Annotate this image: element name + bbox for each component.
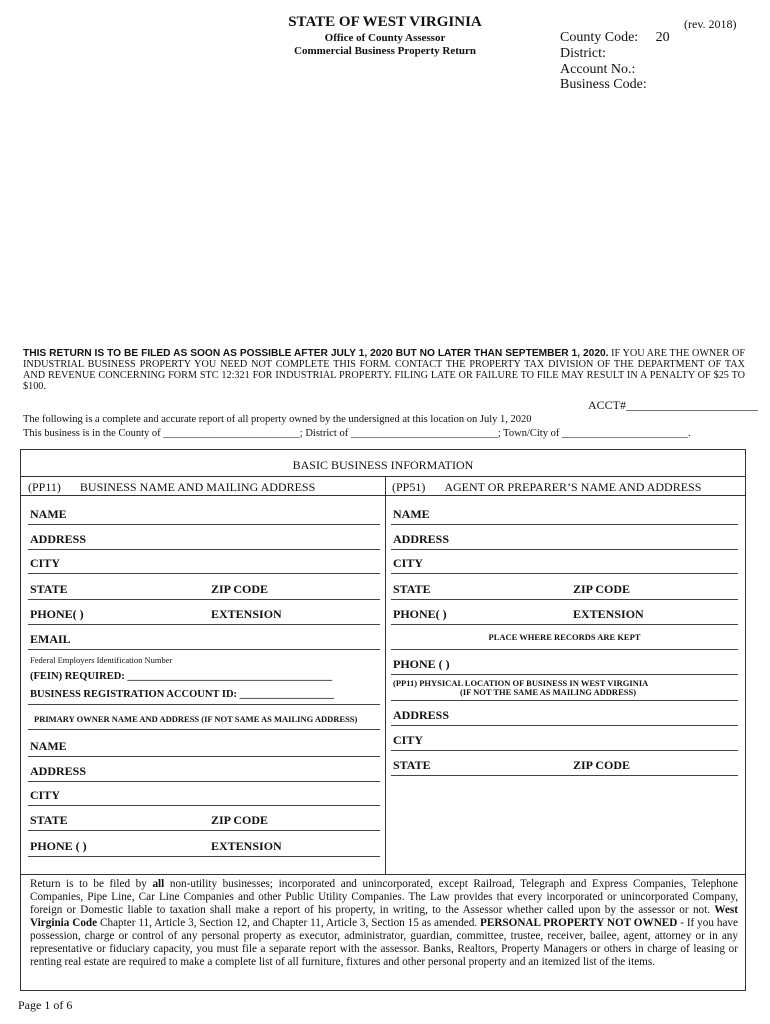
- agent-name-label: NAME: [393, 507, 430, 521]
- legal-text-part: - If you have possession, charge or control of any personal property as executor, administrator, guardian, committee, trustee, receiver, bailee, agent, attorney or in any representative or fiduciary capacity, you must file a separate report with the assessor. Banks, Realtors, Property Managers or others in charge of leasing or renting real estate are required to make a complete list of all furniture, fixtures and other personal property and an itemized list of the items.: [30, 917, 738, 968]
- owner-phone-field[interactable]: [28, 856, 380, 857]
- owner-phone-label: PHONE ( ): [30, 839, 87, 853]
- agent-address-label: ADDRESS: [393, 532, 450, 546]
- divider: [20, 476, 746, 477]
- records-phone-label: PHONE ( ): [393, 657, 450, 671]
- divider: [20, 874, 746, 875]
- right-section-heading: [392, 480, 701, 495]
- divider: [28, 729, 380, 730]
- agent-city-field[interactable]: [391, 573, 738, 574]
- business-phone-label: PHONE( ): [30, 607, 84, 621]
- physical-city-label: CITY: [393, 733, 424, 747]
- return-name: Commercial Business Property Return: [294, 45, 476, 57]
- agent-phone-label: PHONE( ): [393, 607, 447, 621]
- business-extension-label: EXTENSION: [211, 607, 282, 621]
- business-city-field[interactable]: [28, 573, 380, 574]
- notice-body: IF YOU ARE THE OWNER OF INDUSTRIAL BUSINESS PROPERTY YOU NEED NOT COMPLETE THIS FORM. CONTACT THE PROPERTY TAX DIVISION OF THE DEPARTMENT OF TAX AND REVENUE CONCERNING FORM STC 12:321 FOR INDUSTRIAL PROPERTY. FILING LATE OR FAILURE TO FILE MAY RESULT IN A PENALTY OF $25 TO $100.: [23, 348, 745, 392]
- agent-extension-label: EXTENSION: [573, 607, 644, 621]
- physical-state-label: STATE: [393, 758, 431, 772]
- owner-address-label: ADDRESS: [30, 764, 87, 778]
- statement-line: The following is a complete and accurate report of all property owned by the undersigned at this location on July 1, 2020: [23, 414, 532, 425]
- owner-state-zip-field[interactable]: [28, 830, 380, 831]
- divider: [391, 700, 738, 701]
- acct-number-field[interactable]: ACCT#______________________: [588, 398, 759, 412]
- business-registration-field[interactable]: BUSINESS REGISTRATION ACCOUNT ID: __________________: [30, 689, 335, 700]
- physical-location-subheading: (IF NOT THE SAME AS MAILING ADDRESS): [460, 687, 637, 697]
- business-city-label: CITY: [30, 556, 61, 570]
- physical-city-field[interactable]: [391, 750, 738, 751]
- fein-caption: Federal Employers Identification Number: [30, 655, 173, 665]
- owner-name-field[interactable]: [28, 756, 380, 757]
- district-label: District:: [560, 46, 606, 61]
- agent-name-field[interactable]: [391, 524, 738, 525]
- legal-text-part: Chapter 11, Article 3, Section 12, and Chapter 11, Article 3, Section 15 as amended.: [97, 917, 481, 929]
- county-code-value: 20: [655, 30, 670, 45]
- account-label: Account No.:: [560, 62, 636, 77]
- business-name-label: NAME: [30, 507, 67, 521]
- right-section-code: (PP51): [392, 480, 426, 494]
- physical-location-heading: (PP11) PHYSICAL LOCATION OF BUSINESS IN WEST VIRGINIA: [393, 678, 649, 688]
- physical-address-field[interactable]: [391, 725, 738, 726]
- owner-address-field[interactable]: [28, 781, 380, 782]
- county-code-label: County Code:: [560, 30, 639, 45]
- business-state-zip-field[interactable]: [28, 599, 380, 600]
- records-phone-field[interactable]: [391, 674, 738, 675]
- legal-text-all: all: [152, 878, 165, 890]
- column-divider: [385, 476, 386, 874]
- office-name: Office of County Assessor: [324, 32, 446, 44]
- page-number: Page 1 of 6: [18, 998, 73, 1012]
- owner-name-label: NAME: [30, 739, 67, 753]
- business-zip-label: ZIP CODE: [211, 582, 269, 596]
- legal-text-not-owned: PERSONAL PROPERTY NOT OWNED: [480, 917, 678, 929]
- agent-zip-label: ZIP CODE: [573, 582, 631, 596]
- owner-state-label: STATE: [30, 813, 68, 827]
- business-code-label: Business Code:: [560, 77, 647, 92]
- county-code-row: [560, 30, 670, 46]
- business-phone-field[interactable]: [28, 624, 380, 625]
- business-state-label: STATE: [30, 582, 68, 596]
- legal-instructions: [30, 878, 738, 969]
- agent-phone-field[interactable]: [391, 624, 738, 625]
- business-email-field[interactable]: [28, 649, 380, 650]
- physical-address-label: ADDRESS: [393, 708, 450, 722]
- business-address-field[interactable]: [28, 549, 380, 550]
- agent-city-label: CITY: [393, 556, 424, 570]
- right-section-title: AGENT OR PREPARER’S NAME AND ADDRESS: [444, 480, 702, 494]
- owner-city-field[interactable]: [28, 805, 380, 806]
- form-title: STATE OF WEST VIRGINIA: [288, 14, 482, 30]
- physical-state-zip-field[interactable]: [391, 775, 738, 776]
- county-district-line[interactable]: This business is in the County of __________________________; District of ____________________________; Town/City of ________________________.: [23, 428, 691, 439]
- business-address-label: ADDRESS: [30, 532, 87, 546]
- section-title: BASIC BUSINESS INFORMATION: [292, 458, 474, 472]
- business-email-label: EMAIL: [30, 632, 71, 646]
- owner-zip-label: ZIP CODE: [211, 813, 269, 827]
- physical-zip-label: ZIP CODE: [573, 758, 631, 772]
- filing-notice: [23, 348, 745, 392]
- owner-city-label: CITY: [30, 788, 61, 802]
- agent-address-field[interactable]: [391, 549, 738, 550]
- legal-text-part: non-utility businesses; incorporated and unincorporated, except Railroad, Telegraph and Express Companies, Telephone Companies, Pipe Line, Car Line Companies and other Public Utility Companies. The Law provides that every incorporated or unincorporated Company, foreign or Domestic liable to taxation shall make a report of his property, in writing, to the Assessor whether called upon by the assessor or not.: [30, 878, 738, 916]
- owner-extension-label: EXTENSION: [211, 839, 282, 853]
- records-location-heading: PLACE WHERE RECORDS ARE KEPT: [488, 632, 641, 642]
- primary-owner-heading: PRIMARY OWNER NAME AND ADDRESS (IF NOT SAME AS MAILING ADDRESS): [34, 714, 358, 724]
- left-section-code: (PP11): [28, 480, 61, 494]
- fein-field[interactable]: (FEIN) REQUIRED: _______________________________________: [30, 671, 333, 682]
- left-section-title: BUSINESS NAME AND MAILING ADDRESS: [79, 480, 316, 494]
- divider: [28, 704, 380, 705]
- left-section-heading: [28, 480, 315, 495]
- agent-state-label: STATE: [393, 582, 431, 596]
- agent-state-zip-field[interactable]: [391, 599, 738, 600]
- notice-lead: THIS RETURN IS TO BE FILED AS SOON AS POSSIBLE AFTER JULY 1, 2020 BUT NO LATER THAN SEPTEMBER 1, 2020.: [23, 348, 609, 359]
- divider: [20, 495, 746, 496]
- records-location-field[interactable]: [391, 649, 738, 650]
- business-name-field[interactable]: [28, 524, 380, 525]
- legal-text-code: West Virginia Code: [30, 904, 738, 929]
- revision-label: (rev. 2018): [684, 17, 737, 31]
- legal-text-part: Return is to be filed by: [30, 878, 153, 890]
